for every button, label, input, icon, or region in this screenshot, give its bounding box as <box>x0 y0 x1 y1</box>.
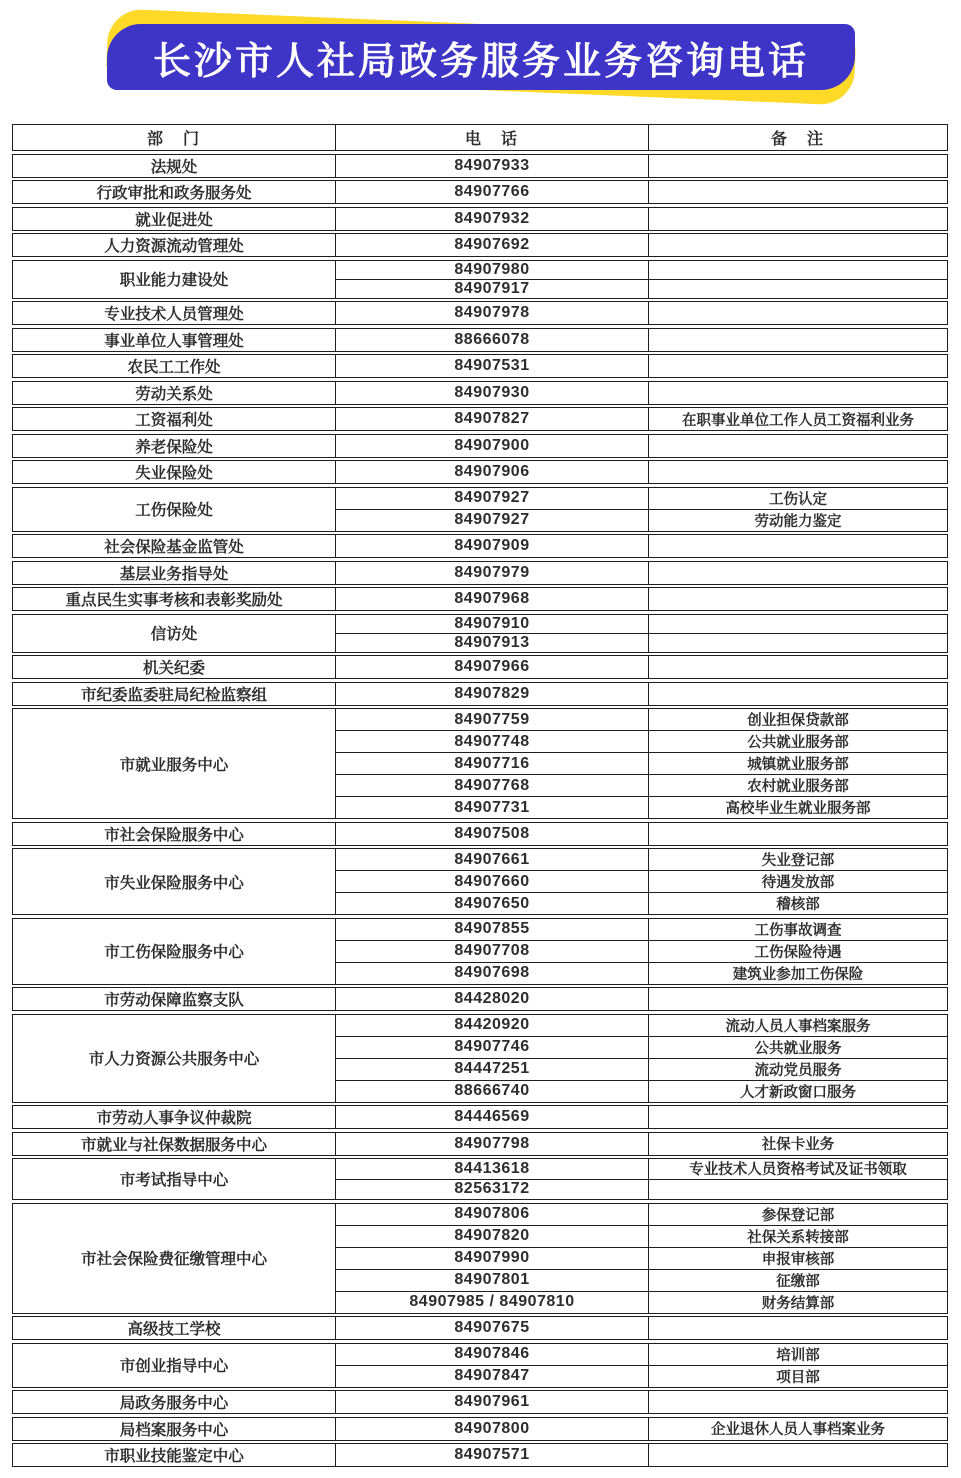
phone-cell: 84907900 <box>336 435 649 457</box>
table-row <box>336 1106 947 1128</box>
table-row <box>336 892 947 914</box>
group-rows <box>336 988 947 1010</box>
table-row <box>336 1391 947 1413</box>
phone-cell: 84907798 <box>336 1133 649 1155</box>
remark-cell <box>649 1317 947 1339</box>
remark-cell <box>649 1106 947 1128</box>
table-row <box>336 683 947 705</box>
group-rows <box>336 1015 947 1102</box>
remark-cell <box>649 683 947 705</box>
department-group-row <box>12 180 948 204</box>
phone-cell: 84907820 <box>336 1226 649 1247</box>
group-rows <box>336 382 947 404</box>
department-cell: 市劳动保障监察支队 <box>13 988 336 1010</box>
department-group-row <box>12 1343 948 1388</box>
table-row <box>336 940 947 962</box>
group-rows <box>336 181 947 203</box>
department-cell: 重点民生实事考核和表彰奖励处 <box>13 588 336 610</box>
department-cell: 专业技术人员管理处 <box>13 302 336 324</box>
table-row <box>336 1247 947 1269</box>
phone-cell: 84907806 <box>336 1204 649 1225</box>
remark-cell <box>649 562 947 584</box>
phone-cell: 84907571 <box>336 1444 649 1466</box>
department-cell: 市创业指导中心 <box>13 1344 336 1387</box>
table-row <box>336 302 947 324</box>
remark-cell: 流动人员人事档案服务 <box>725 1018 871 1035</box>
table-row <box>336 355 947 377</box>
remark-cell: 参保登记部 <box>761 1207 835 1224</box>
remark-cell: 公共就业服务 <box>754 1040 842 1057</box>
department-group-row <box>12 1443 948 1467</box>
department-cell: 基层业务指导处 <box>13 562 336 584</box>
remark-cell <box>649 155 947 177</box>
group-rows <box>336 1133 947 1155</box>
phone-cell: 84907910 <box>336 615 649 633</box>
header-cell-remark: 备 注 <box>770 131 825 148</box>
group-rows <box>336 588 947 610</box>
table-row <box>336 408 947 430</box>
group-rows <box>336 1106 947 1128</box>
remark-cell: 社保关系转接部 <box>747 1229 849 1246</box>
group-rows <box>336 234 947 256</box>
phone-cell: 84907708 <box>336 941 649 962</box>
phone-cell: 84907675 <box>336 1317 649 1339</box>
phone-cell: 84907979 <box>336 562 649 584</box>
remark-cell <box>649 656 947 678</box>
table-row <box>336 752 947 774</box>
remark-cell: 公共就业服务部 <box>747 735 849 751</box>
phone-cell: 84907801 <box>336 1270 649 1291</box>
group-rows <box>336 155 947 177</box>
page-title: 长沙市人社局政务服务业务咨询电话 <box>152 40 809 83</box>
table-header-row <box>12 124 948 151</box>
department-cell: 局档案服务中心 <box>13 1418 336 1440</box>
table-row <box>336 329 947 351</box>
remark-cell: 工伤保险待遇 <box>754 944 842 961</box>
department-group-row <box>12 1417 948 1441</box>
department-group-row <box>12 381 948 405</box>
group-rows <box>336 535 947 557</box>
remark-cell: 征缴部 <box>776 1273 820 1290</box>
table-row <box>336 1204 947 1225</box>
department-group-row <box>12 207 948 231</box>
group-rows <box>336 1317 947 1339</box>
department-group-row <box>12 1014 948 1103</box>
phone-table-body <box>12 154 948 1468</box>
department-cell: 人力资源流动管理处 <box>13 234 336 256</box>
table-row <box>336 208 947 230</box>
phone-cell: 84907913 <box>336 634 649 652</box>
phone-directory-table <box>12 124 948 1467</box>
phone-cell: 84907855 <box>336 919 649 940</box>
phone-cell: 84907980 <box>336 261 649 279</box>
group-rows <box>336 562 947 584</box>
department-cell: 职业能力建设处 <box>13 261 336 298</box>
phone-cell: 84907698 <box>336 963 649 984</box>
department-cell: 市就业服务中心 <box>13 709 336 818</box>
phone-cell: 84907660 <box>336 871 649 892</box>
phone-cell: 84907909 <box>336 535 649 557</box>
group-rows <box>336 1159 947 1199</box>
department-group-row <box>12 561 948 585</box>
group-rows <box>336 1418 947 1440</box>
table-row <box>336 962 947 984</box>
department-group-row <box>12 1132 948 1156</box>
remark-cell: 工伤事故调查 <box>754 922 842 939</box>
remark-cell: 专业技术人员资格考试及证书领取 <box>689 1162 907 1179</box>
table-row <box>336 1291 947 1313</box>
department-group-row <box>12 614 948 653</box>
remark-cell <box>649 1444 947 1466</box>
remark-cell: 申报审核部 <box>761 1251 835 1268</box>
table-row <box>336 1133 947 1155</box>
department-group-row <box>12 260 948 299</box>
header-cell-department: 部 门 <box>13 125 336 150</box>
group-rows <box>336 261 947 298</box>
remark-cell <box>649 329 947 351</box>
table-row <box>336 155 947 177</box>
group-rows <box>336 615 947 652</box>
table-row <box>336 435 947 457</box>
table-row <box>336 279 947 298</box>
department-cell: 市工伤保险服务中心 <box>13 919 336 984</box>
phone-cell: 84447251 <box>336 1059 649 1080</box>
department-cell: 工资福利处 <box>13 408 336 430</box>
phone-cell: 84907692 <box>336 234 649 256</box>
table-row <box>336 919 947 940</box>
department-cell: 市失业保险服务中心 <box>13 849 336 914</box>
department-group-row <box>12 354 948 378</box>
table-row <box>336 1179 947 1199</box>
remark-cell <box>649 588 947 610</box>
department-cell: 高级技工学校 <box>13 1317 336 1339</box>
group-rows <box>336 709 947 818</box>
group-rows <box>336 849 947 914</box>
phone-cell: 84907531 <box>336 355 649 377</box>
phone-cell: 84413618 <box>336 1159 649 1179</box>
department-group-row <box>12 1390 948 1414</box>
remark-cell <box>649 988 947 1010</box>
department-group-row <box>12 1105 948 1129</box>
department-cell: 市职业技能鉴定中心 <box>13 1444 336 1466</box>
remark-cell: 工伤认定 <box>769 491 827 508</box>
phone-cell: 84907978 <box>336 302 649 324</box>
remark-cell <box>649 355 947 377</box>
department-cell: 工伤保险处 <box>13 488 336 531</box>
table-row <box>336 633 947 652</box>
department-group-row <box>12 434 948 458</box>
phone-cell: 84907966 <box>336 656 649 678</box>
table-row <box>336 535 947 557</box>
table-row <box>336 615 947 633</box>
department-cell: 市人力资源公共服务中心 <box>13 1015 336 1102</box>
group-rows <box>336 302 947 324</box>
department-group-row <box>12 987 948 1011</box>
group-rows <box>336 683 947 705</box>
department-cell: 信访处 <box>13 615 336 652</box>
remark-cell: 项目部 <box>776 1369 820 1386</box>
phone-cell: 84907766 <box>336 181 649 203</box>
department-cell: 失业保险处 <box>13 461 336 483</box>
group-rows <box>336 1204 947 1313</box>
remark-cell: 财务结算部 <box>761 1295 835 1312</box>
remark-cell <box>649 535 947 557</box>
remark-cell <box>649 634 947 652</box>
remark-cell <box>649 382 947 404</box>
department-group-row <box>12 233 948 257</box>
remark-cell: 企业退休人员人事档案业务 <box>711 1422 885 1438</box>
group-rows <box>336 461 947 483</box>
group-rows <box>336 919 947 984</box>
group-rows <box>336 408 947 430</box>
remark-cell: 人才新政窗口服务 <box>740 1084 856 1101</box>
table-row <box>336 181 947 203</box>
phone-cell: 84907650 <box>336 893 649 914</box>
department-group-row <box>12 1158 948 1200</box>
table-row <box>336 461 947 483</box>
phone-cell: 84907930 <box>336 382 649 404</box>
phone-cell: 84907661 <box>336 849 649 870</box>
table-row <box>336 1444 947 1466</box>
group-rows <box>336 1444 947 1466</box>
department-group-row <box>12 407 948 431</box>
remark-cell: 高校毕业生就业服务部 <box>725 801 871 817</box>
remark-cell: 在职事业单位工作人员工资福利业务 <box>682 412 914 429</box>
group-rows <box>336 435 947 457</box>
table-row <box>336 382 947 404</box>
phone-cell: 84907847 <box>336 1366 649 1387</box>
remark-cell <box>649 280 947 298</box>
department-cell: 农民工工作处 <box>13 355 336 377</box>
phone-cell: 84907827 <box>336 408 649 430</box>
table-row <box>336 1365 947 1387</box>
table-row <box>336 509 947 531</box>
table-row <box>336 796 947 818</box>
remark-cell <box>649 461 947 483</box>
department-cell: 市就业与社保数据服务中心 <box>13 1133 336 1155</box>
phone-cell: 84907731 <box>336 797 649 818</box>
department-cell: 行政审批和政务服务处 <box>13 181 336 203</box>
department-group-row <box>12 1316 948 1340</box>
table-row <box>336 261 947 279</box>
phone-cell: 84907932 <box>336 208 649 230</box>
department-group-row <box>12 708 948 819</box>
table-row <box>336 730 947 752</box>
table-row <box>336 1317 947 1339</box>
department-group-row <box>12 587 948 611</box>
phone-cell: 84907508 <box>336 823 649 845</box>
department-group-row <box>12 301 948 325</box>
table-row <box>336 1269 947 1291</box>
phone-cell: 84428020 <box>336 988 649 1010</box>
remark-cell <box>649 302 947 324</box>
table-row <box>336 562 947 584</box>
phone-cell: 84907985 / 84907810 <box>336 1292 649 1313</box>
department-cell: 就业促进处 <box>13 208 336 230</box>
remark-cell: 农村就业服务部 <box>747 779 849 795</box>
remark-cell <box>649 181 947 203</box>
remark-cell: 社保卡业务 <box>761 1137 835 1153</box>
department-cell: 局政务服务中心 <box>13 1391 336 1413</box>
phone-cell: 84907927 <box>336 510 649 531</box>
remark-cell: 建筑业参加工伤保险 <box>732 966 864 983</box>
group-rows <box>336 656 947 678</box>
remark-cell: 流动党员服务 <box>754 1062 842 1079</box>
phone-cell: 84420920 <box>336 1015 649 1036</box>
phone-cell: 84907759 <box>336 709 649 730</box>
table-row <box>336 588 947 610</box>
table-row <box>336 1159 947 1179</box>
remark-cell <box>649 208 947 230</box>
phone-cell: 84907990 <box>336 1248 649 1269</box>
table-row <box>336 234 947 256</box>
table-row <box>336 656 947 678</box>
phone-cell: 84907768 <box>336 775 649 796</box>
group-rows <box>336 1391 947 1413</box>
table-row <box>336 988 947 1010</box>
table-row <box>336 1225 947 1247</box>
remark-cell <box>649 435 947 457</box>
header-cell-phone: 电 话 <box>336 125 649 150</box>
group-rows <box>336 208 947 230</box>
phone-cell: 84907829 <box>336 683 649 705</box>
remark-cell <box>649 261 947 279</box>
table-row <box>336 774 947 796</box>
phone-cell: 88666740 <box>336 1081 649 1102</box>
group-rows <box>336 329 947 351</box>
phone-cell: 84907800 <box>336 1418 649 1440</box>
remark-cell: 待遇发放部 <box>761 875 835 891</box>
remark-cell <box>649 1391 947 1413</box>
table-row <box>336 1418 947 1440</box>
table-row <box>336 1036 947 1058</box>
group-rows <box>336 823 947 845</box>
department-cell: 社会保险基金监管处 <box>13 535 336 557</box>
department-group-row <box>12 487 948 532</box>
department-group-row <box>12 682 948 706</box>
table-row <box>336 709 947 730</box>
phone-cell: 84907927 <box>336 488 649 509</box>
remark-cell: 稽核部 <box>776 897 820 913</box>
department-cell: 养老保险处 <box>13 435 336 457</box>
table-row <box>336 849 947 870</box>
phone-cell: 84907917 <box>336 280 649 298</box>
phone-cell: 84446569 <box>336 1106 649 1128</box>
department-group-row <box>12 534 948 558</box>
remark-cell: 培训部 <box>776 1347 820 1364</box>
department-cell: 劳动关系处 <box>13 382 336 404</box>
table-row <box>336 1080 947 1102</box>
department-cell: 市社会保险费征缴管理中心 <box>13 1204 336 1313</box>
remark-cell <box>649 615 947 633</box>
department-group-row <box>12 460 948 484</box>
remark-cell: 创业担保贷款部 <box>747 713 849 729</box>
remark-cell <box>649 1180 947 1199</box>
department-group-row <box>12 918 948 985</box>
department-cell: 法规处 <box>13 155 336 177</box>
phone-cell: 84907968 <box>336 588 649 610</box>
table-row <box>336 1015 947 1036</box>
remark-cell: 失业登记部 <box>761 853 835 869</box>
remark-cell <box>649 823 947 845</box>
phone-cell: 88666078 <box>336 329 649 351</box>
group-rows <box>336 355 947 377</box>
phone-cell: 82563172 <box>336 1180 649 1199</box>
phone-cell: 84907746 <box>336 1037 649 1058</box>
department-cell: 市纪委监委驻局纪检监察组 <box>13 683 336 705</box>
phone-cell: 84907748 <box>336 731 649 752</box>
phone-cell: 84907716 <box>336 753 649 774</box>
phone-cell: 84907846 <box>336 1344 649 1365</box>
department-group-row <box>12 848 948 915</box>
table-row <box>336 870 947 892</box>
department-cell: 事业单位人事管理处 <box>13 329 336 351</box>
table-row <box>336 488 947 509</box>
department-cell: 市劳动人事争议仲裁院 <box>13 1106 336 1128</box>
phone-cell: 84907933 <box>336 155 649 177</box>
department-group-row <box>12 1203 948 1314</box>
department-group-row <box>12 154 948 178</box>
title-banner <box>107 24 855 90</box>
department-group-row <box>12 655 948 679</box>
department-cell: 市考试指导中心 <box>13 1159 336 1199</box>
group-rows <box>336 488 947 531</box>
group-rows <box>336 1344 947 1387</box>
department-group-row <box>12 328 948 352</box>
table-row <box>336 1344 947 1365</box>
phone-cell: 84907906 <box>336 461 649 483</box>
phone-cell: 84907961 <box>336 1391 649 1413</box>
department-group-row <box>12 822 948 846</box>
remark-cell: 城镇就业服务部 <box>747 757 849 773</box>
table-row <box>336 1058 947 1080</box>
remark-cell: 劳动能力鉴定 <box>754 513 842 530</box>
department-cell: 机关纪委 <box>13 656 336 678</box>
banner-blue-panel <box>107 24 855 90</box>
table-row <box>336 823 947 845</box>
remark-cell <box>649 234 947 256</box>
department-cell: 市社会保险服务中心 <box>13 823 336 845</box>
